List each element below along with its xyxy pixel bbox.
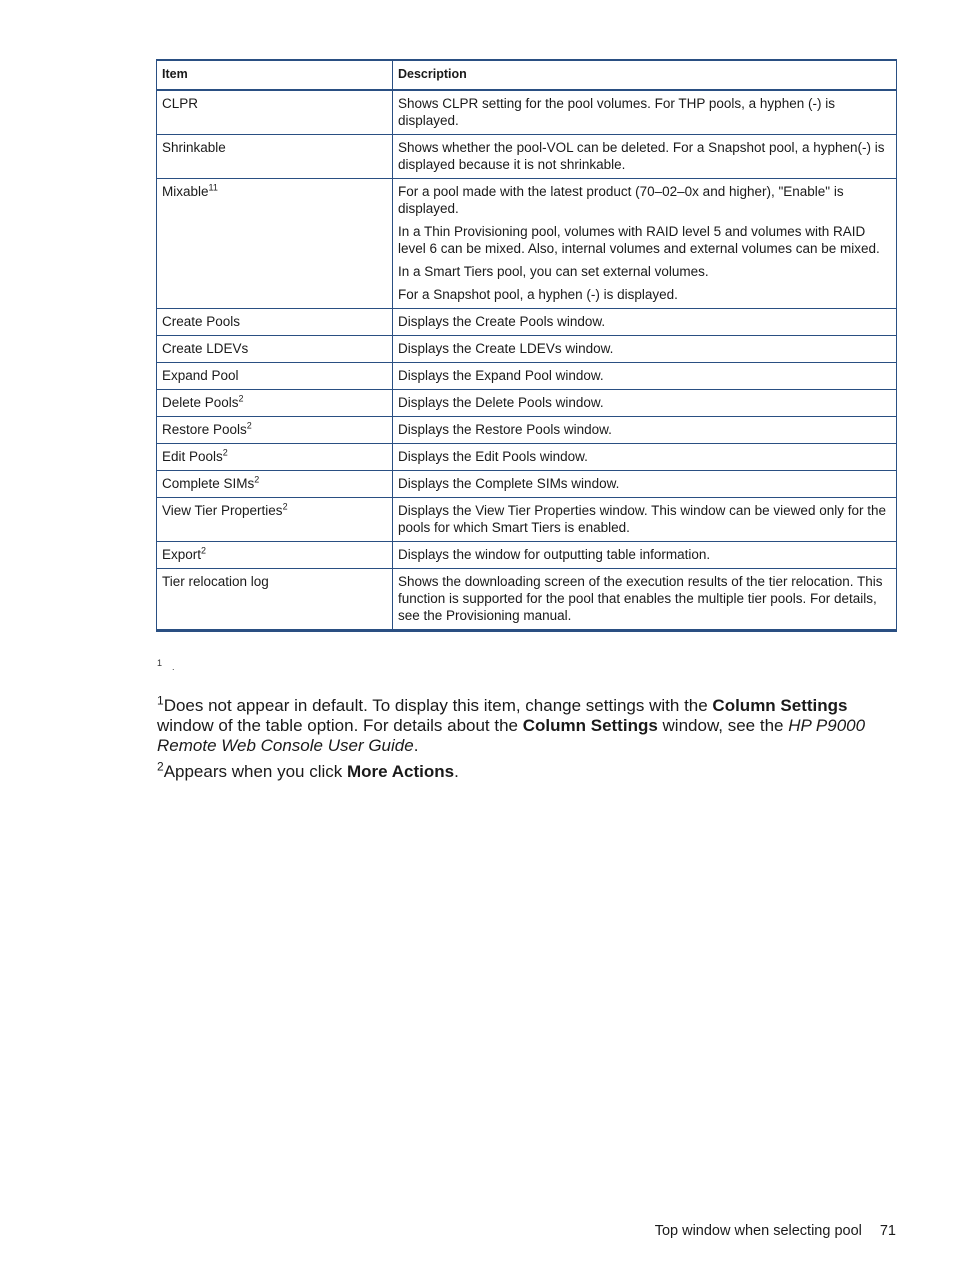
footnote-ref: 2	[238, 393, 244, 404]
item-label: Tier relocation log	[162, 574, 269, 589]
description-cell	[393, 569, 897, 631]
table-header-row	[157, 60, 897, 90]
footnote-2: $^2$Appears when you click More Actions.	[157, 759, 459, 781]
table-row	[157, 498, 897, 542]
item-cell	[157, 309, 393, 336]
item-label: CLPR	[162, 96, 199, 111]
item-cell	[157, 390, 393, 417]
footnotes	[157, 693, 899, 788]
table-row	[157, 471, 897, 498]
item-label: Complete SIMs	[162, 476, 255, 491]
footnote-ref: 11	[208, 182, 218, 193]
item-label: View Tier Properties	[162, 503, 283, 518]
description-cell	[393, 363, 897, 390]
item-cell	[157, 90, 393, 135]
footer-title: Top window when selecting pool	[654, 1223, 862, 1239]
description-text: Shows whether the pool-VOL can be deleted. For a Snapshot pool, a hyphen(-) is displayed because it is not shrinkable.	[398, 140, 885, 172]
description-cell	[393, 309, 897, 336]
item-cell	[157, 417, 393, 444]
table-row	[157, 363, 897, 390]
description-text: Shows CLPR setting for the pool volumes. For THP pools, a hyphen (-) is displayed.	[398, 96, 835, 128]
footnote-ref: 2	[201, 545, 207, 556]
item-cell	[157, 363, 393, 390]
table-row	[157, 336, 897, 363]
description-cell	[393, 417, 897, 444]
item-cell	[157, 498, 393, 542]
table-footnote-marker: $^1$ .	[157, 658, 175, 672]
footnote-ref: 2	[246, 420, 252, 431]
table-row	[157, 444, 897, 471]
item-cell	[157, 336, 393, 363]
description-text: Displays the Delete Pools window.	[398, 395, 604, 410]
description-text: Displays the Create Pools window.	[398, 314, 606, 329]
page-number: 71	[879, 1223, 896, 1239]
table-row	[157, 390, 897, 417]
table-row	[157, 542, 897, 569]
items-table	[156, 59, 897, 632]
item-cell	[157, 542, 393, 569]
description-text: Displays the Create LDEVs window.	[398, 341, 614, 356]
item-label: Restore Pools	[162, 422, 247, 437]
description-cell	[393, 336, 897, 363]
item-cell	[157, 444, 393, 471]
table-row	[157, 417, 897, 444]
description-cell	[393, 390, 897, 417]
item-label: Export	[162, 547, 202, 562]
footnote-1: $^1$Does not appear in default. To display this item, change settings with the Column Settings window of the table option. For details about the Column Settings window, see the HP P9000 Remote Web Console User Guide.	[157, 693, 866, 755]
description-text: In a Smart Tiers pool, you can set external volumes.	[398, 264, 709, 279]
item-label: Edit Pools	[162, 449, 223, 464]
table-row	[157, 90, 897, 135]
description-text: Displays the Restore Pools window.	[398, 422, 612, 437]
header-description: Description	[393, 60, 897, 90]
item-label: Create Pools	[162, 314, 241, 329]
description-text: Displays the Expand Pool window.	[398, 368, 604, 383]
table-row	[157, 135, 897, 179]
item-cell	[157, 135, 393, 179]
page-footer	[600, 1223, 896, 1239]
description-text: For a pool made with the latest product (70–02–0x and higher), "Enable" is displayed.	[398, 184, 844, 216]
footnote-ref: 2	[282, 501, 288, 512]
footnote-ref: 2	[222, 447, 228, 458]
item-cell	[157, 569, 393, 631]
description-text: Shows the downloading screen of the execution results of the tier relocation. This function is supported for the pool that enables the multiple tier pools. For details, see the Provisioning manual.	[398, 574, 883, 623]
description-cell	[393, 542, 897, 569]
table-row	[157, 179, 897, 309]
description-text: Displays the View Tier Properties window. This window can be viewed only for the pools for which Smart Tiers is enabled.	[398, 503, 886, 535]
description-cell	[393, 135, 897, 179]
description-text: In a Thin Provisioning pool, volumes with RAID level 5 and volumes with RAID level 6 can be mixed. Also, internal volumes and external volumes can be mixed.	[398, 224, 880, 256]
description-cell	[393, 444, 897, 471]
description-text: Displays the Complete SIMs window.	[398, 476, 620, 491]
item-label: Create LDEVs	[162, 341, 249, 356]
item-label: Mixable	[162, 184, 209, 199]
item-cell	[157, 179, 393, 309]
header-item: Item	[157, 60, 393, 90]
item-label: Delete Pools	[162, 395, 239, 410]
table-body	[157, 90, 897, 631]
item-label: Shrinkable	[162, 140, 226, 155]
description-text: Displays the window for outputting table information.	[398, 547, 711, 562]
description-text: Displays the Edit Pools window.	[398, 449, 588, 464]
description-cell	[393, 471, 897, 498]
table-row	[157, 309, 897, 336]
description-cell	[393, 498, 897, 542]
item-cell	[157, 471, 393, 498]
footnote-ref: 2	[254, 474, 260, 485]
description-cell	[393, 90, 897, 135]
description-cell	[393, 179, 897, 309]
description-text: For a Snapshot pool, a hyphen (-) is displayed.	[398, 287, 678, 302]
table-row	[157, 569, 897, 631]
item-label: Expand Pool	[162, 368, 239, 383]
